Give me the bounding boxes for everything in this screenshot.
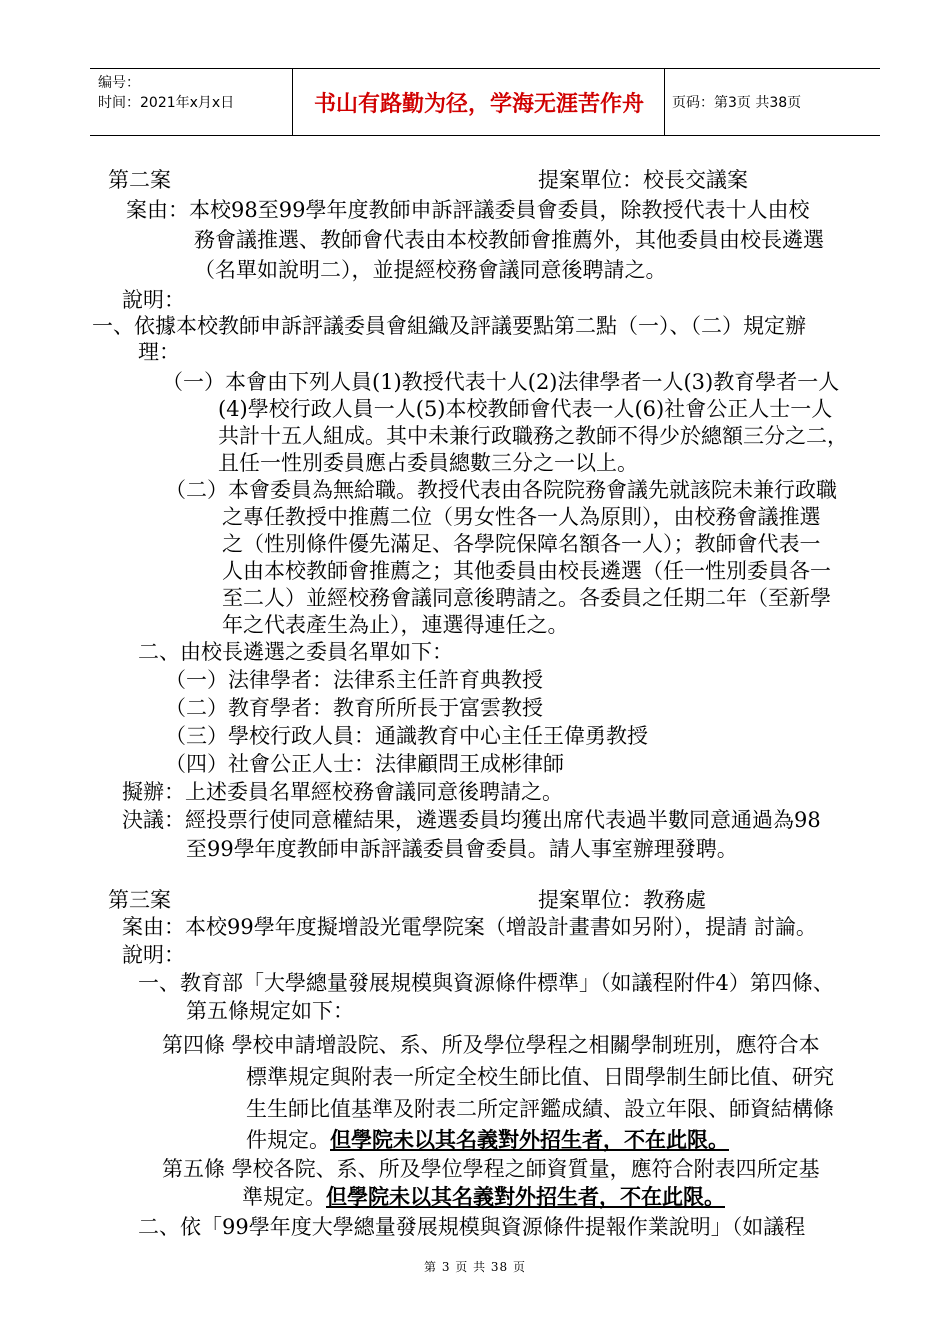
header-divider bbox=[292, 69, 293, 135]
case3-art4-line: 第四條 學校申請增設院、系、所及學位學程之相關學制班別，應符合本 bbox=[162, 1033, 820, 1057]
page-info: 页码：第3页 共38页 bbox=[672, 95, 802, 111]
case2-sub1-line: 且任一性別委員應占委員總數三分之一以上。 bbox=[218, 451, 638, 475]
case2-sub1-line: (4)學校行政人員一人(5)本校教師會代表一人(6)社會公正人士一人 bbox=[218, 397, 833, 421]
case3-art4-line: 生生師比值基準及附表二所定評鑑成績、設立年限、師資結構條 bbox=[246, 1097, 834, 1121]
case2-item1-line: 理： bbox=[138, 340, 180, 364]
case3-art5-line: 第五條 學校各院、系、所及學位學程之師資質量，應符合附表四所定基 bbox=[162, 1157, 820, 1181]
case3-art4-line bbox=[246, 1125, 729, 1155]
case2-sub2-line: 至二人）並經校務會議同意後聘請之。各委員之任期二年（至新學 bbox=[222, 586, 831, 610]
case3-explain-label: 說明： bbox=[122, 943, 185, 967]
case3-item2: 二、依「99學年度大學總量發展規模與資源條件提報作業說明」（如議程 bbox=[138, 1215, 806, 1239]
page-header bbox=[90, 68, 880, 136]
art5-tail-text: 準規定。 bbox=[242, 1185, 326, 1209]
page-footer: 第 3 页 共 38 页 bbox=[424, 1260, 526, 1274]
case2-sub2-line: （二）本會委員為無給職。教授代表由各院院務會議先就該院未兼行政職 bbox=[165, 478, 837, 502]
case2-sub2-line: 人由本校教師會推薦之；其他委員由校長遴選（任一性別委員各一 bbox=[222, 559, 831, 583]
case3-item1-line: 第五條規定如下： bbox=[186, 999, 354, 1023]
case2-sub2-line: 之（性別條件優先滿足、各學院保障名額各一人）；教師會代表一 bbox=[222, 532, 821, 556]
case3-item1-line: 一、教育部「大學總量發展規模與資源條件標準」（如議程附件4）第四條、 bbox=[138, 971, 834, 995]
case2-decision-line: 決議：經投票行使同意權結果，遴選委員均獲出席代表過半數同意通過為98 bbox=[122, 808, 821, 832]
case2-reason-line: 務會議推選、教師會代表由本校教師會推薦外，其他委員由校長遴選 bbox=[194, 228, 824, 252]
header-divider bbox=[664, 69, 665, 135]
case2-reason-line: （名單如說明二），並提經校務會議同意後聘請之。 bbox=[194, 258, 667, 282]
art4-exception: 但學院未以其名義對外招生者，不在此限。 bbox=[330, 1127, 729, 1152]
case2-sub2-line: 之專任教授中推薦二位（男女性各一人為原則），由校務會議推選 bbox=[222, 505, 821, 529]
case2-proposal: 擬辦：上述委員名單經校務會議同意後聘請之。 bbox=[122, 780, 563, 804]
case2-member: （二）教育學者：教育所所長于富雲教授 bbox=[165, 696, 543, 720]
case2-decision-line: 至99學年度教師申訴評議委員會委員。請人事室辦理發聘。 bbox=[186, 837, 738, 861]
art4-tail-text: 件規定。 bbox=[246, 1128, 330, 1152]
case3-art5-line bbox=[242, 1182, 725, 1212]
case2-title: 第二案 bbox=[108, 168, 171, 192]
case3-unit: 提案單位：教務處 bbox=[538, 888, 706, 912]
header-info bbox=[98, 73, 234, 113]
motto: 书山有路勤为径，学海无涯苦作舟 bbox=[313, 90, 644, 117]
case2-item2: 二、由校長遴選之委員名單如下： bbox=[138, 640, 453, 664]
case3-art4-line: 標準規定與附表一所定全校生師比值、日間學制生師比值、研究 bbox=[246, 1065, 834, 1089]
case2-reason-line: 案由：本校98至99學年度教師申訴評議委員會委員，除教授代表十人由校 bbox=[126, 198, 810, 222]
case2-unit: 提案單位：校長交議案 bbox=[538, 168, 748, 192]
art5-exception: 但學院未以其名義對外招生者，不在此限。 bbox=[326, 1184, 725, 1209]
case2-member: （三）學校行政人員：通識教育中心主任王偉勇教授 bbox=[165, 724, 648, 748]
case2-member: （四）社會公正人士：法律顧問王成彬律師 bbox=[165, 752, 564, 776]
case2-member: （一）法律學者：法律系主任許育典教授 bbox=[165, 668, 543, 692]
case2-explain-label: 說明： bbox=[122, 288, 185, 312]
case2-item1-line: 一、依據本校教師申訴評議委員會組織及評議要點第二點（一）、（二）規定辦 bbox=[92, 314, 806, 338]
case2-sub1-line: 共計十五人組成。其中未兼行政職務之教師不得少於總額三分之二， bbox=[218, 424, 848, 448]
case3-title: 第三案 bbox=[108, 888, 171, 912]
case2-sub2-line: 年之代表產生為止），連選得連任之。 bbox=[222, 613, 569, 637]
case2-sub1-line: （一）本會由下列人員(1)教授代表十人(2)法律學者一人(3)教育學者一人 bbox=[162, 370, 840, 394]
number-label: 编号： bbox=[98, 75, 140, 91]
date-label: 时间：2021年x月x日 bbox=[98, 95, 235, 111]
case3-reason: 案由：本校99學年度擬增設光電學院案（增設計畫書如另附），提請 討論。 bbox=[122, 915, 817, 939]
